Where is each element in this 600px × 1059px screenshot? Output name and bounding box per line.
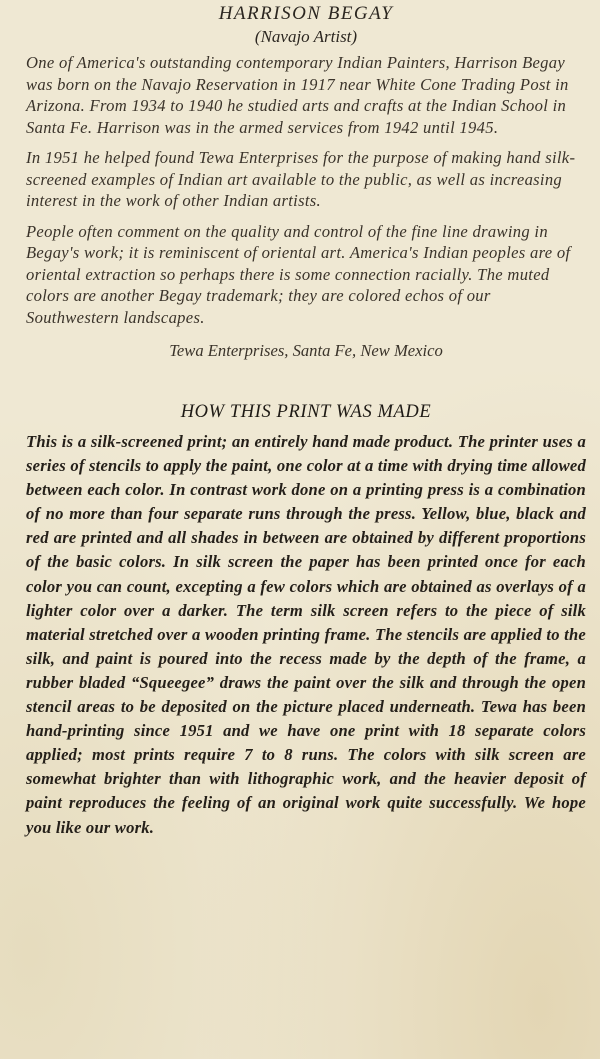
biography-section	[26, 52, 586, 328]
artist-name-title: HARRISON BEGAY	[218, 3, 394, 24]
bio-paragraph-1: One of America's outstanding contemporary Indian Painters, Harrison Begay was born on the Navajo Reservation in 1917 near White Cone Trading Post in Arizona. From 1934 to 1940 he studied arts and crafts at the Indian School in Santa Fe. Harrison was in the armed services from 1942 until 1945.	[26, 53, 569, 137]
bio-paragraph-3: People often comment on the quality and control of the fine line drawing in Begay's work; it is reminiscent of oriental art. America's Indian peoples are of oriental extraction so perhaps there is some connection racially. The muted colors are another Begay trademark; they are colored echos of our Southwestern landscapes.	[26, 221, 571, 327]
process-description: This is a silk-screened print; an entirely hand made product. The printer uses a series of stencils to apply the paint, one color at a time with drying time allowed between each color. In contrast work done on a printing press is a combination of no more than four separate runs through the press. Yellow, blue, black and red are printed and all shades in between are obtained by different proportions of the basic colors. In silk screen the paper has been printed once for each color you can count, excepting a few colors which are obtained as overlays of a lighter color over a darker. The term silk screen refers to the piece of silk material stretched over a wooden printing frame. The stencils are applied to the silk, and paint is poured into the recess made by the depth of the frame, a rubber bladed “Squeegee” draws the paint over the silk and through the open stencil areas to be deposited on the picture placed underneath. Tewa has been hand-printing since 1951 and we have one print with 18 separate colors applied; most prints require 7 to 8 runs. The colors with silk screen are somewhat brighter than with lithographic work, and the heavier deposit of paint reproduces the feeling of an original work quite successfully. We hope you like our work.	[26, 432, 586, 837]
process-heading: HOW THIS PRINT WAS MADE	[180, 402, 432, 422]
artist-subtitle: (Navajo Artist)	[254, 27, 358, 46]
publisher-signature: Tewa Enterprises, Santa Fe, New Mexico	[169, 341, 443, 360]
bio-paragraph-2: In 1951 he helped found Tewa Enterprises for the purpose of making hand silk-screened examples of Indian art available to the public, as well as increasing interest in the work of other Indian artists.	[26, 148, 576, 210]
